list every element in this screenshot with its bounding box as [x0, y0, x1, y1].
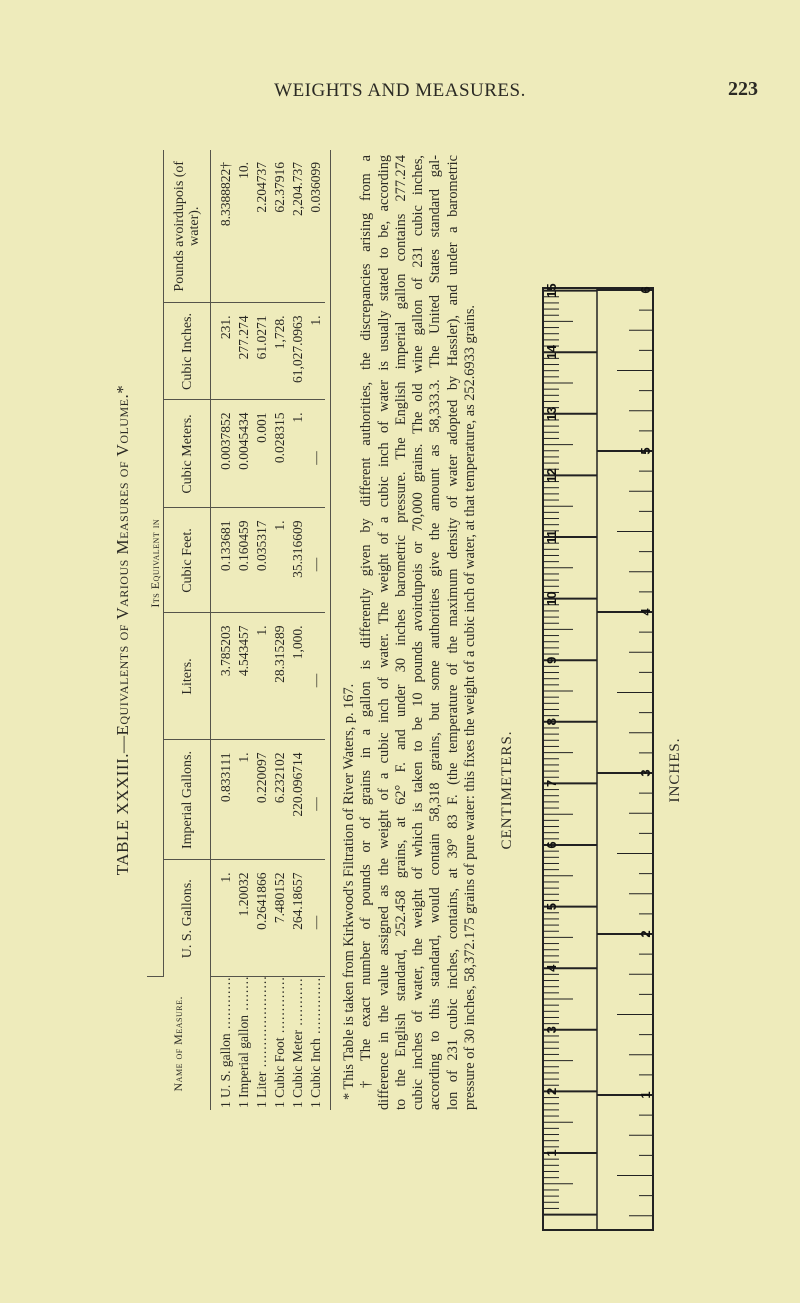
table-cell: 35.316609 — [289, 508, 307, 613]
table-cell: 0.0045434 — [235, 400, 253, 508]
measure-label: Liter — [254, 1071, 269, 1098]
running-title: WEIGHTS AND MEASURES. — [274, 80, 526, 101]
table-cell: 8.3388822† — [211, 150, 236, 303]
inch-label: 4 — [638, 608, 653, 616]
table-cell: 1. — [253, 613, 271, 740]
table-cell: 264.18657 — [289, 860, 307, 977]
table-cell: 231. — [211, 303, 236, 400]
cm-label: 7 — [544, 779, 559, 788]
table-cell: 220.096714 — [289, 740, 307, 860]
measure-label: Cubic Inch — [308, 1038, 323, 1098]
table-cell: 0.036099 — [307, 150, 325, 303]
inch-label: 5 — [638, 447, 653, 455]
footnote-line: * This Table is taken from Kirkwood's Filtration of River Waters, p. 167. — [341, 683, 357, 1100]
inch-label: 1 — [638, 1091, 653, 1099]
measurement-ruler — [535, 130, 660, 1240]
footnote-line: according to this standard, would contain 58,318 grains, but some authorities give the amount as 58,333.3. The United States standard gal- — [427, 155, 444, 1110]
table-cell: 277.274 — [235, 303, 253, 400]
table-cell: 1. — [289, 400, 307, 508]
table-cell: 3.785203 — [211, 613, 236, 740]
measure-quantity: 1 — [308, 1101, 323, 1108]
measure-quantity: 1 — [254, 1101, 269, 1108]
table-row — [271, 150, 289, 1110]
table-cell: 7.480152 — [271, 860, 289, 977]
footnote-line: lon of 231 cubic inches, contains, at 39° 83 F. (the temperature of the maximum density of water adopted by Hassler), and under a barometric — [444, 155, 461, 1110]
cm-label: 2 — [544, 1087, 559, 1096]
cm-label: 1 — [544, 1149, 559, 1157]
table-cell: 61.0271 — [253, 303, 271, 400]
table-cell: 10. — [235, 150, 253, 303]
table-cell: — — [307, 860, 325, 977]
cm-label: 4 — [544, 964, 559, 972]
measure-name — [211, 977, 236, 1110]
measure-label: U. S. gallon — [218, 1033, 233, 1098]
inch-label: 3 — [638, 769, 653, 777]
table-row — [253, 150, 271, 1110]
measure-name — [253, 977, 271, 1110]
table-cell: 0.133681 — [211, 508, 236, 613]
table-title: TABLE XXXIII.—Equivalents of Various Measures of Volume.* — [113, 384, 132, 876]
column-header: Imperial Gallons. — [164, 740, 211, 860]
column-header: Cubic Inches. — [164, 303, 211, 400]
measure-name — [271, 977, 289, 1110]
group-header: Its Equivalent in — [147, 150, 164, 977]
table-row — [289, 150, 307, 1110]
cm-label: 14 — [544, 344, 559, 360]
cm-label: 13 — [544, 406, 559, 422]
inch-label: 2 — [638, 930, 653, 938]
footnote-line: difference in the value assigned as the weight of a cubic inch of water. The weight of a cubic inch of water is usually stated to be, according — [375, 155, 392, 1110]
cm-label: 8 — [544, 718, 559, 726]
table-cell: 1. — [307, 303, 325, 400]
inches-label: INCHES. — [667, 737, 683, 803]
table-cell: — — [307, 508, 325, 613]
footnote-line: to the English standard, 252.458 grains, at 62° F. and under 30 inches barometric pressure. The English imperial gallon contains 277.274 — [392, 155, 409, 1110]
table-cell: 1. — [235, 740, 253, 860]
table-cell: 2,204.737 — [289, 150, 307, 303]
table-cell: 1.20032 — [235, 860, 253, 977]
table-row — [307, 150, 325, 1110]
measure-quantity: 1 — [236, 1101, 251, 1108]
table-cell: 0.001 — [253, 400, 271, 508]
cm-label: 3 — [544, 1026, 559, 1034]
measure-label: Cubic Foot — [272, 1037, 287, 1098]
cm-label: 5 — [544, 902, 559, 911]
table-cell: 6.232102 — [271, 740, 289, 860]
page-number: 223 — [728, 78, 758, 100]
name-header: Name of Measure. — [147, 977, 211, 1110]
cm-label: 11 — [544, 530, 559, 544]
column-header: Pounds avoirdupois (of water). — [164, 150, 211, 303]
table-cell: 0.2641866 — [253, 860, 271, 977]
footnote-line: † The exact number of pounds or of grains in a gallon is differently given by different authorities, the discrepancies arising from a — [358, 155, 375, 1088]
measure-name — [307, 977, 325, 1110]
table-cell: 62.37916 — [271, 150, 289, 303]
footnote-line: pressure of 30 inches, 58,372.175 grains of pure water: this fixes the weight of a cubic inch of water, at that temperature, as 252.6933 grains. — [462, 305, 479, 1110]
table-cell: 0.035317 — [253, 508, 271, 613]
table-cell: 61,027.0963 — [289, 303, 307, 400]
table-cell: — — [307, 740, 325, 860]
column-header: Liters. — [164, 613, 211, 740]
rotated-content — [95, 130, 683, 1240]
table-cell: 0.833111 — [211, 740, 236, 860]
footnote-line: cubic inches of water, the weight of which is taken to be 10 pounds avoirdupois or 70,000 grains. The old wine gallon of 231 cubic inches, — [410, 155, 427, 1110]
cm-label: 12 — [544, 468, 559, 483]
table-cell: 4.543457 — [235, 613, 253, 740]
table-row — [211, 150, 236, 1110]
table-row — [235, 150, 253, 1110]
table-cell: 0.220097 — [253, 740, 271, 860]
measure-name — [289, 977, 307, 1110]
measure-quantity: 1 — [290, 1101, 305, 1108]
table-cell: 1,728. — [271, 303, 289, 400]
footnotes — [341, 155, 479, 1110]
table-cell: 1. — [271, 508, 289, 613]
table-cell: — — [307, 400, 325, 508]
centimeters-label: CENTIMETERS. — [499, 730, 515, 850]
measure-quantity: 1 — [272, 1101, 287, 1108]
table-cell: 28.315289 — [271, 613, 289, 740]
cm-label: 10 — [544, 591, 559, 606]
cm-label: 6 — [544, 841, 559, 849]
table-cell: 0.0037852 — [211, 400, 236, 508]
ruler-border — [543, 288, 653, 1230]
volume-equivalents-table — [147, 150, 325, 1110]
measure-label: Cubic Meter — [290, 1030, 305, 1098]
table-cell: 0.160459 — [235, 508, 253, 613]
measure-quantity: 1 — [218, 1101, 233, 1108]
table-cell: 2.204737 — [253, 150, 271, 303]
column-header: Cubic Meters. — [164, 400, 211, 508]
measure-name — [235, 977, 253, 1110]
cm-label: 15 — [544, 283, 559, 298]
measure-label: Imperial gallon — [236, 1015, 251, 1098]
table-bottom-rule — [330, 150, 331, 1110]
column-header: U. S. Gallons. — [164, 860, 211, 977]
table-cell: 0.028315 — [271, 400, 289, 508]
column-header: Cubic Feet. — [164, 508, 211, 613]
table-cell: — — [307, 613, 325, 740]
table-cell: 1,000. — [289, 613, 307, 740]
table-cell: 1. — [211, 860, 236, 977]
cm-label: 9 — [544, 656, 559, 664]
inch-label: 6 — [638, 286, 653, 294]
